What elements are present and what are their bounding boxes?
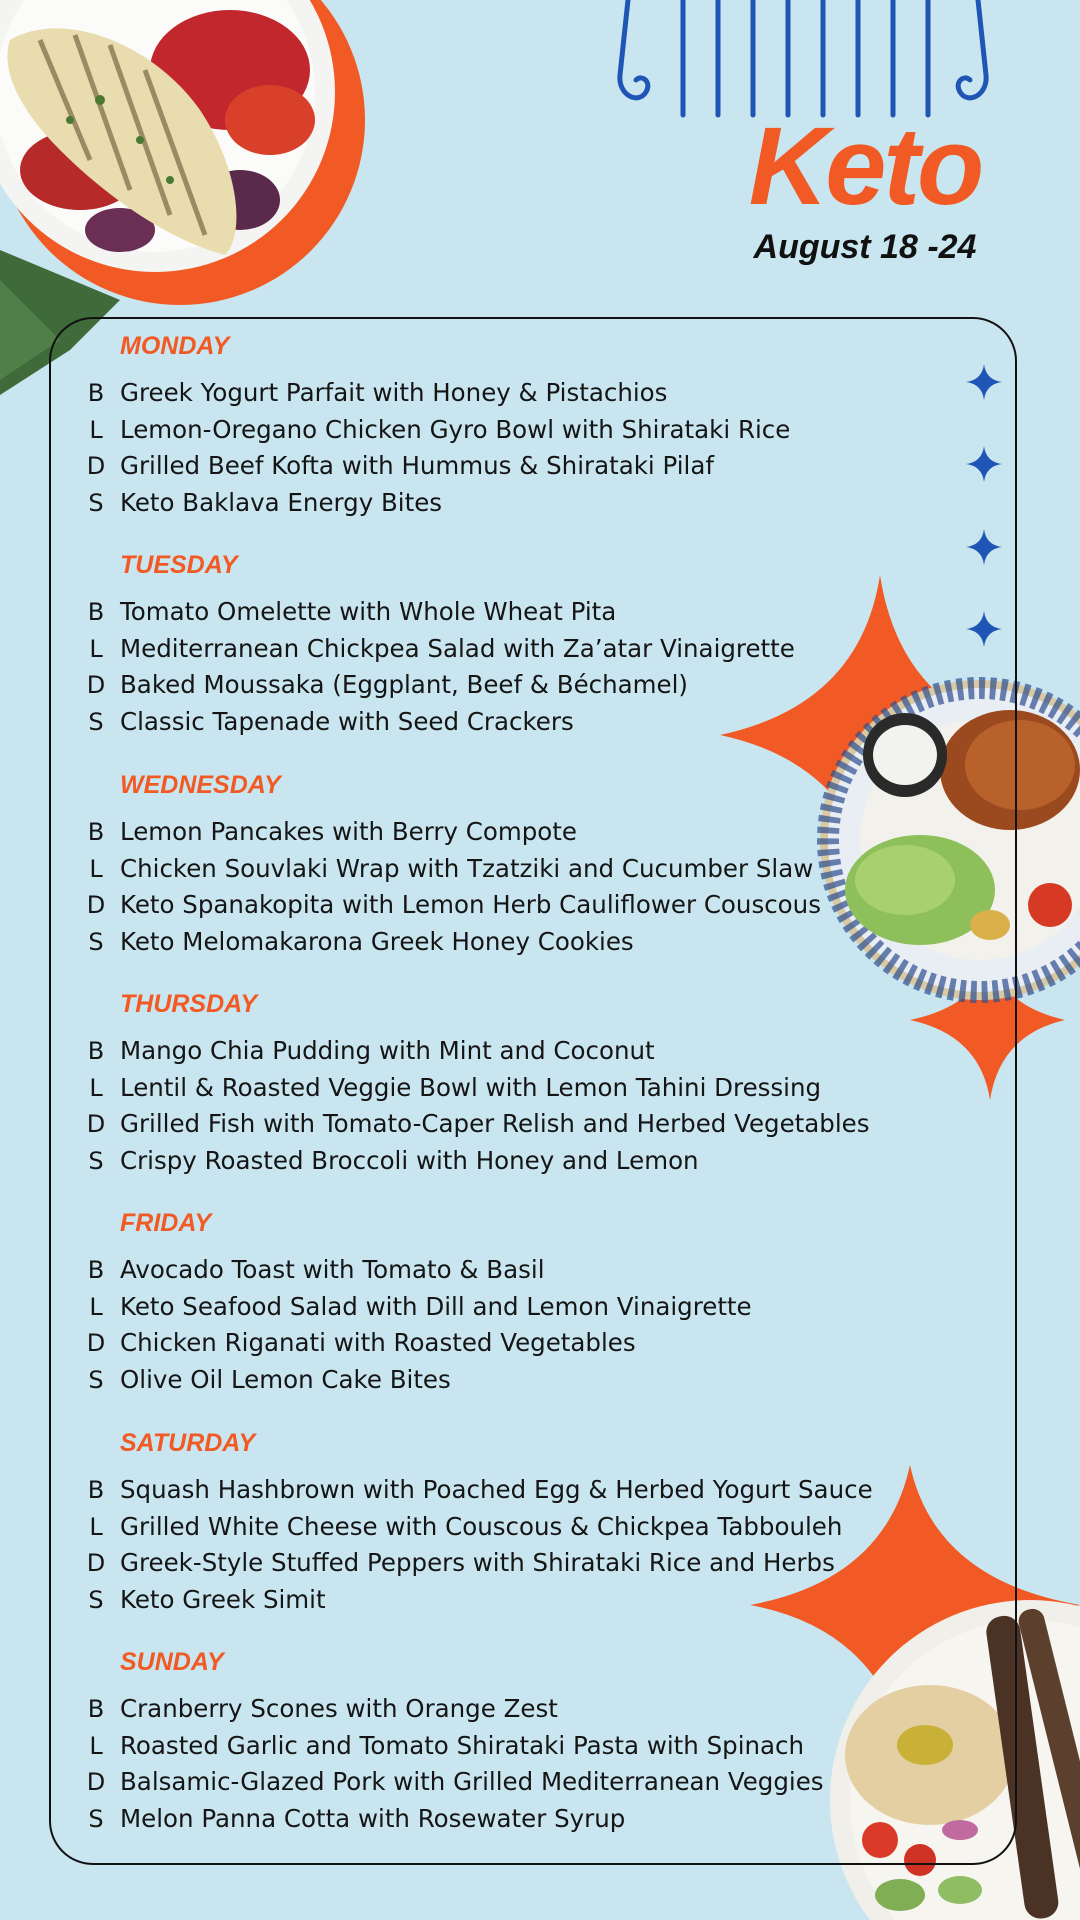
meal-row	[0, 1509, 900, 1545]
meal-name: Cranberry Scones with Orange Zest	[120, 1694, 558, 1723]
day-heading: FRIDAY	[120, 1209, 212, 1237]
meal-type-letter: S	[88, 708, 104, 736]
meal-name: Classic Tapenade with Seed Crackers	[120, 707, 574, 736]
meal-type-letter: L	[89, 1293, 103, 1321]
meal-type-letter: L	[89, 635, 103, 663]
meal-row	[0, 1545, 900, 1581]
meal-row	[0, 448, 900, 484]
meal-name: Grilled Beef Kofta with Hummus & Shirataki Pilaf	[120, 451, 714, 480]
meal-row	[0, 1325, 900, 1361]
meal-name: Squash Hashbrown with Poached Egg & Herbed Yogurt Sauce	[120, 1475, 873, 1504]
meal-type-letter: D	[86, 1329, 106, 1357]
meal-row	[0, 704, 900, 740]
meal-type-letter: L	[89, 1732, 103, 1760]
meal-row	[0, 924, 900, 960]
meal-name: Avocado Toast with Tomato & Basil	[120, 1255, 545, 1284]
greek-column-icon	[608, 0, 998, 120]
meal-name: Roasted Garlic and Tomato Shirataki Pasta with Spinach	[120, 1731, 805, 1760]
meal-type-letter: S	[88, 1366, 104, 1394]
meal-type-letter: L	[89, 1074, 103, 1102]
meal-name: Greek Yogurt Parfait with Honey & Pistachios	[120, 378, 668, 407]
meal-row	[0, 1691, 900, 1727]
meal-row	[0, 1362, 900, 1398]
meal-name: Keto Spanakopita with Lemon Herb Cauliflower Couscous	[120, 890, 821, 919]
day-heading: TUESDAY	[120, 551, 238, 579]
meal-name: Lemon-Oregano Chicken Gyro Bowl with Shirataki Rice	[120, 415, 791, 444]
day-heading: MONDAY	[120, 332, 230, 360]
date-range: August 18 -24	[753, 228, 977, 266]
meal-type-letter: S	[88, 1805, 104, 1833]
day-heading: WEDNESDAY	[120, 771, 281, 799]
meal-name: Crispy Roasted Broccoli with Honey and Lemon	[120, 1146, 699, 1175]
meal-name: Keto Greek Simit	[120, 1585, 326, 1614]
meal-name: Chicken Riganati with Roasted Vegetables	[120, 1328, 636, 1357]
meal-type-letter: S	[88, 489, 104, 517]
meal-name: Lemon Pancakes with Berry Compote	[120, 817, 577, 846]
meal-name: Tomato Omelette with Whole Wheat Pita	[120, 597, 617, 626]
meal-row	[0, 485, 900, 521]
meal-type-letter: B	[87, 1037, 105, 1065]
meal-row	[0, 1106, 900, 1142]
meal-type-letter: D	[86, 1549, 106, 1577]
meal-type-letter: B	[87, 1476, 105, 1504]
meal-name: Keto Melomakarona Greek Honey Cookies	[120, 927, 634, 956]
meal-type-letter: S	[88, 1147, 104, 1175]
meal-name: Chicken Souvlaki Wrap with Tzatziki and Cucumber Slaw	[120, 854, 814, 883]
meal-name: Baked Moussaka (Eggplant, Beef & Béchamel)	[120, 670, 688, 699]
meal-type-letter: B	[87, 1695, 105, 1723]
page-title: Keto	[748, 105, 982, 228]
meal-name: Olive Oil Lemon Cake Bites	[120, 1365, 451, 1394]
meal-type-letter: B	[87, 598, 105, 626]
meal-type-letter: L	[89, 416, 103, 444]
meal-row	[0, 1252, 900, 1288]
meal-type-letter: D	[86, 452, 106, 480]
meal-type-letter: S	[88, 928, 104, 956]
meal-name: Grilled Fish with Tomato-Caper Relish and Herbed Vegetables	[120, 1109, 870, 1138]
meal-name: Keto Baklava Energy Bites	[120, 488, 443, 517]
meal-name: Mango Chia Pudding with Mint and Coconut	[120, 1036, 655, 1065]
meal-row	[0, 1764, 900, 1800]
meal-row	[0, 887, 900, 923]
meal-name: Mediterranean Chickpea Salad with Za’atar Vinaigrette	[120, 634, 795, 663]
meal-name: Greek-Style Stuffed Peppers with Shirataki Rice and Herbs	[120, 1548, 835, 1577]
meal-type-letter: B	[87, 1256, 105, 1284]
meal-type-letter: L	[89, 1513, 103, 1541]
meal-name: Grilled White Cheese with Couscous & Chickpea Tabbouleh	[120, 1512, 843, 1541]
meal-name: Melon Panna Cotta with Rosewater Syrup	[120, 1804, 626, 1833]
meal-row	[0, 594, 900, 630]
meal-row	[0, 1728, 900, 1764]
meal-type-letter: B	[87, 379, 105, 407]
meal-row	[0, 851, 900, 887]
meal-type-letter: S	[88, 1586, 104, 1614]
day-heading: SUNDAY	[120, 1648, 224, 1676]
meal-row	[0, 631, 900, 667]
meal-row	[0, 814, 900, 850]
meal-type-letter: D	[86, 1110, 106, 1138]
meal-row	[0, 1801, 900, 1837]
meal-type-letter: D	[86, 671, 106, 699]
meal-name: Lentil & Roasted Veggie Bowl with Lemon Tahini Dressing	[120, 1073, 822, 1102]
day-heading: THURSDAY	[120, 990, 258, 1018]
meal-row	[0, 667, 900, 703]
meal-name: Balsamic-Glazed Pork with Grilled Mediterranean Veggies	[120, 1767, 824, 1796]
meal-row	[0, 1289, 900, 1325]
meal-row	[0, 375, 900, 411]
meal-type-letter: D	[86, 1768, 106, 1796]
meal-type-letter: L	[89, 855, 103, 883]
day-heading: SATURDAY	[120, 1429, 256, 1457]
meal-type-letter: D	[86, 891, 106, 919]
meal-type-letter: B	[87, 818, 105, 846]
meal-row	[0, 1472, 900, 1508]
meal-name: Keto Seafood Salad with Dill and Lemon Vinaigrette	[120, 1292, 752, 1321]
meal-row	[0, 412, 900, 448]
meal-row	[0, 1033, 900, 1069]
meal-row	[0, 1582, 900, 1618]
meal-row	[0, 1070, 900, 1106]
meal-row	[0, 1143, 900, 1179]
